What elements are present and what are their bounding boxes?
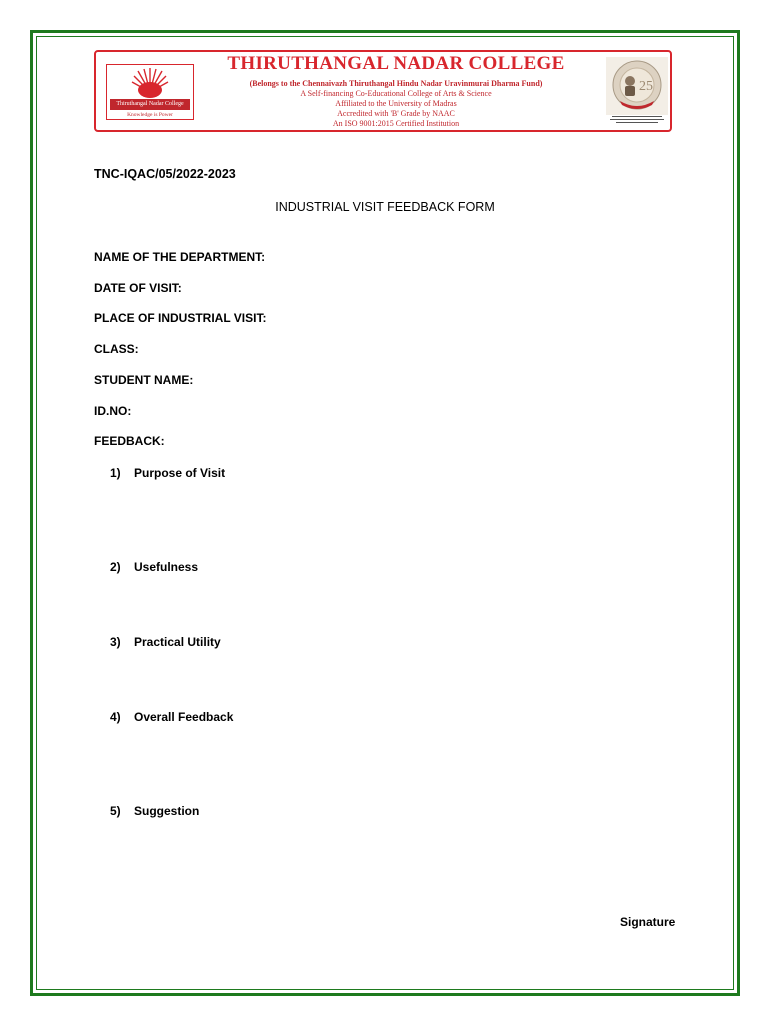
signature-label: Signature (620, 915, 676, 929)
college-name: THIRUTHANGAL NADAR COLLEGE (227, 53, 565, 74)
sunburst-icon (129, 68, 171, 98)
seal-caption (608, 115, 666, 125)
question-purpose-of-visit (110, 466, 225, 480)
question-label: Purpose of Visit (134, 466, 226, 480)
field-place-of-visit: PLACE OF INDUSTRIAL VISIT: (94, 311, 267, 325)
seal-caption-lines-icon (608, 115, 666, 125)
field-feedback: FEEDBACK: (94, 434, 165, 448)
form-title: INDUSTRIAL VISIT FEEDBACK FORM (275, 200, 495, 214)
header-line-iso: An ISO 9001:2015 Certified Institution (332, 119, 460, 128)
question-number: 5) (110, 804, 121, 818)
question-number: 4) (110, 710, 121, 724)
question-number: 2) (110, 560, 121, 574)
question-label: Practical Utility (134, 635, 221, 649)
header-line-type: A Self-financing Co-Educational College of Arts & Science (300, 89, 492, 98)
header-line-accreditation: Accredited with 'B' Grade by NAAC (337, 109, 455, 118)
jubilee-emblem-icon (606, 57, 668, 115)
question-practical-utility (110, 635, 221, 649)
question-overall-feedback (110, 710, 233, 724)
question-label: Usefulness (134, 560, 199, 574)
field-id-no: ID.NO: (94, 404, 132, 418)
field-class: CLASS: (94, 342, 139, 356)
college-logo (106, 64, 194, 120)
field-student-name: STUDENT NAME: (94, 373, 194, 387)
question-number: 1) (110, 466, 121, 480)
header-line-affiliation: Affiliated to the University of Madras (335, 99, 457, 108)
field-department: NAME OF THE DEPARTMENT: (94, 250, 266, 264)
silver-jubilee-seal (606, 57, 668, 127)
question-usefulness (110, 560, 198, 574)
question-number: 3) (110, 635, 121, 649)
logo-motto: Knowledge is Power (127, 112, 173, 118)
question-suggestion (110, 804, 199, 818)
question-label: Suggestion (134, 804, 200, 818)
college-letterhead (94, 50, 672, 132)
header-line-trust: (Belongs to the Chennaivazh Thiruthangal Hindu Nadar Uravinmurai Dharma Fund) (249, 79, 543, 88)
logo-college-name: Thiruthangal Nadar College (110, 99, 190, 110)
document-code: TNC-IQAC/05/2022-2023 (94, 167, 236, 181)
question-label: Overall Feedback (134, 710, 234, 724)
seal-number: 25 (639, 79, 653, 94)
field-date-of-visit: DATE OF VISIT: (94, 281, 182, 295)
